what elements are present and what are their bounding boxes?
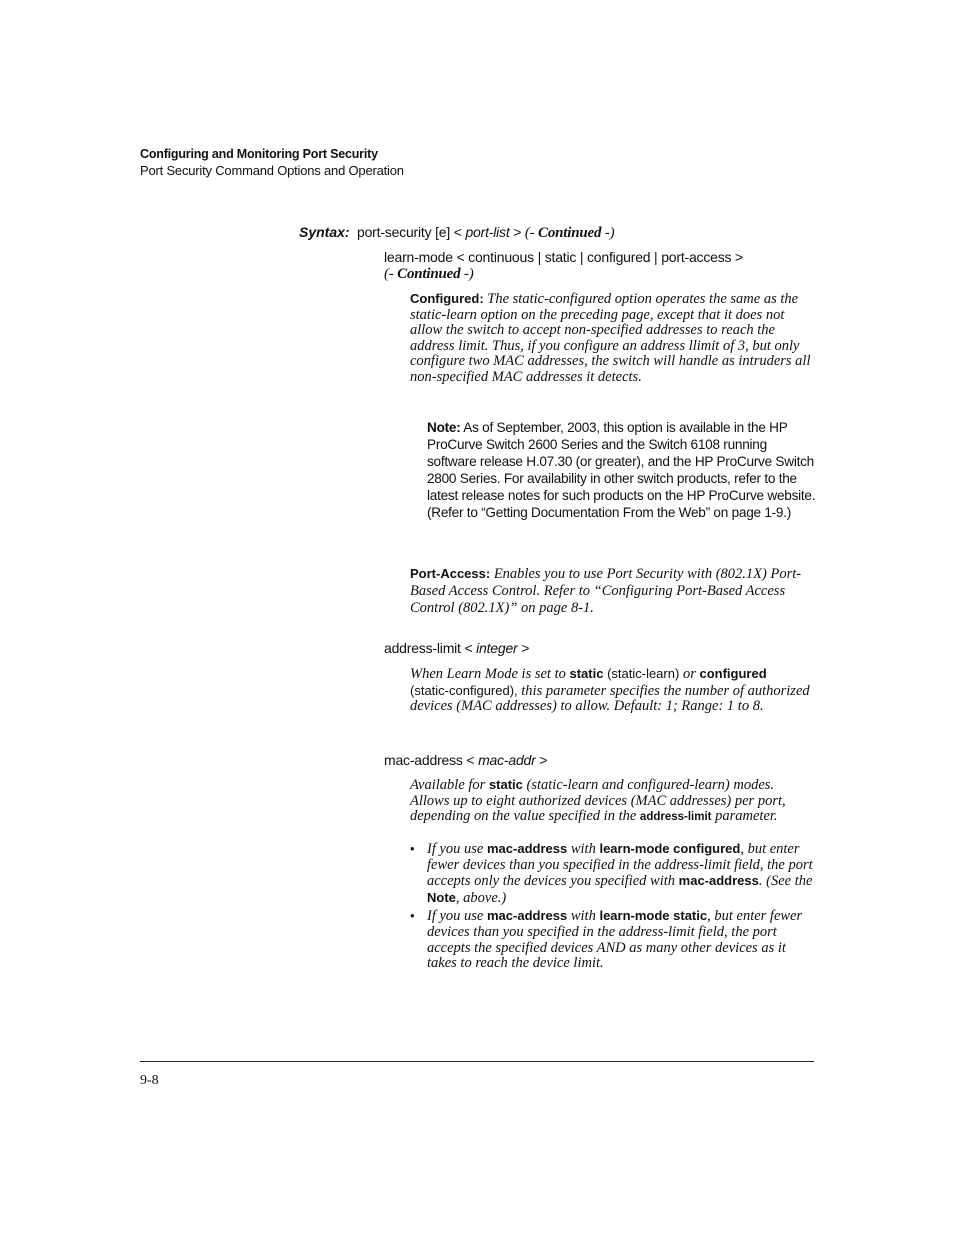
page-number: 9-8	[140, 1073, 159, 1088]
learn-mode-continued: (- Continued -)	[384, 266, 474, 282]
port-access-text: Enables you to use Port Security with (802.1X) Port-Based Access Control. Refer to “Configuring Port-Based Access Control (802.1X)” on page 8-1.	[410, 566, 802, 616]
mac-address-description: Available for static (static-learn and configured-learn) modes. Allows up to eight authorized devices (MAC addresses) per port, depending on the value specified in the address-limit parameter.	[410, 777, 786, 825]
syntax-label: Syntax:	[299, 224, 350, 240]
port-access-paragraph	[410, 565, 812, 617]
running-header-chapter: Configuring and Monitoring Port Security	[140, 147, 378, 161]
syntax-suffix: >	[509, 224, 525, 240]
syntax-param: port-list	[465, 224, 510, 240]
configured-term: Configured:	[410, 291, 484, 306]
syntax-prefix: port-security [e] <	[357, 224, 466, 240]
configured-paragraph	[410, 291, 812, 386]
footer-divider	[140, 1061, 814, 1062]
mac-address-bullets	[410, 841, 815, 974]
configured-text: The static-configured option operates the same as the static-learn option on the preceding page, except that it does not allow the switch to accept non-specified addresses to reach the address limit. Thus, if you configure an address llimit of 3, but only configure two MAC addresses, the switch will handle as intruders all non-specified MAC addresses it detects.	[410, 291, 811, 385]
list-item: • If you use mac-address with learn-mode configured, but enter fewer devices than you specified in the address-limit field, the port accepts only the devices you specified with mac-address. (See the Note, above.)	[410, 841, 813, 906]
address-limit-description: When Learn Mode is set to static (static-learn) or configured (static-configured), this parameter specifies the number of authorized devices (MAC addresses) to allow. Default: 1; Range: 1 to 8.	[410, 666, 810, 715]
address-limit-line: address-limit < integer >	[384, 640, 530, 656]
note-text: As of September, 2003, this option is available in the HP ProCurve Switch 2600 Series and the Switch 6108 running software release H.07.30 (or greater), and the HP ProCurve Switch 2800 Series. For availability in other switch products, refer to the latest release notes for such products on the HP ProCurve website. (Refer to “Getting Documentation From the Web” on page 1-9.)	[427, 420, 816, 520]
syntax-command	[357, 224, 614, 242]
continued-open: (-	[524, 225, 539, 241]
note-label: Note:	[427, 420, 461, 435]
bullet-icon: •	[410, 841, 415, 856]
continued-close: -)	[601, 225, 615, 241]
learn-mode-line: learn-mode < continuous | static | configured | port-access >	[384, 249, 744, 265]
note-paragraph	[427, 419, 817, 521]
running-header-section: Port Security Command Options and Operation	[140, 163, 404, 178]
list-item: • If you use mac-address with learn-mode static, but enter fewer devices than you specified in the address-limit field, the port accepts the specified devices AND as many other devices as it takes to reach the device limit.	[410, 908, 803, 972]
port-access-term: Port-Access:	[410, 566, 491, 581]
continued-word: Continued	[538, 225, 602, 241]
bullet-icon: •	[410, 908, 415, 924]
mac-address-line: mac-address < mac-addr >	[384, 752, 548, 768]
